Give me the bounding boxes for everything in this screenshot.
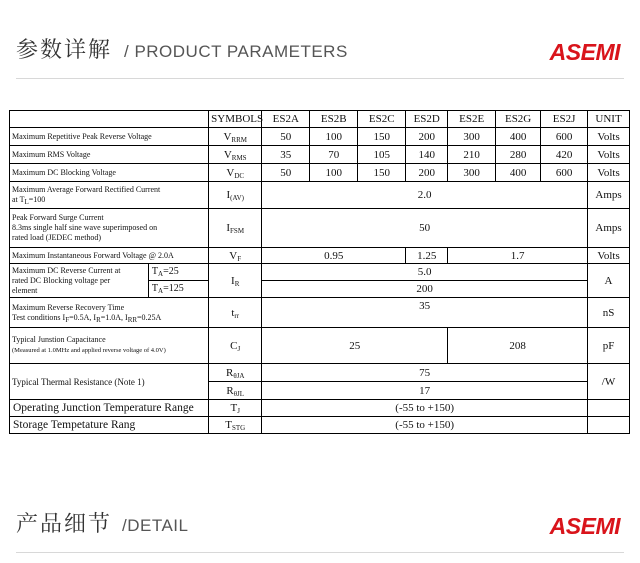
symbol-cell: $T_{STG}$ [209, 417, 262, 434]
value-cell: 0.95 [262, 248, 406, 264]
table-row [10, 209, 630, 248]
table-header-row [10, 111, 630, 128]
header-symbols: SYMBOLS [209, 111, 262, 128]
value-cell: 100 [310, 128, 358, 146]
value-cell: 25 [262, 328, 448, 364]
value-cell: 75 [262, 364, 588, 382]
value-cell: 200 [406, 128, 448, 146]
header-es2c: ES2C [358, 111, 406, 128]
param-label: Maximum RMS Voltage [10, 146, 209, 164]
header-unit: UNIT [588, 111, 630, 128]
value-cell: (-55 to +150) [262, 417, 588, 434]
param-label: Maximum DC Reverse Current at rated DC Blocking voltage per element [10, 264, 149, 298]
value-cell: 50 [262, 209, 588, 248]
symbol-cell: $I_{(AV)}$ [209, 182, 262, 209]
section-header-detail [16, 510, 624, 544]
unit-cell [588, 417, 630, 434]
unit-cell: A [588, 264, 630, 298]
value-cell: 280 [496, 146, 541, 164]
unit-cell: Volts [588, 128, 630, 146]
value-cell: 70 [310, 146, 358, 164]
section-title-en: /DETAIL [122, 516, 189, 535]
unit-cell: Volts [588, 146, 630, 164]
value-cell: 1.25 [406, 248, 448, 264]
value-cell: 600 [541, 128, 588, 146]
symbol-cell: $t_{rr}$ [209, 298, 262, 328]
value-cell: 400 [496, 128, 541, 146]
param-label: Typical Thermal Resistance (Note 1) [10, 364, 209, 400]
condition-cell: $T_A=25$ [148, 264, 208, 281]
symbol-cell: $T_J$ [209, 400, 262, 417]
param-label: Operating Junction Temperature Range [10, 400, 209, 417]
value-cell: 420 [541, 146, 588, 164]
header-parameter [10, 111, 209, 128]
symbol-cell: $V_{RRM}$ [209, 128, 262, 146]
symbol-cell: $V_F$ [209, 248, 262, 264]
header-divider [16, 78, 624, 79]
param-label: Maximum Instantaneous Forward Voltage @ 2.0A [10, 248, 209, 264]
unit-cell: Volts [588, 248, 630, 264]
value-cell: 50 [262, 128, 310, 146]
table-row [10, 146, 630, 164]
table-row [10, 264, 630, 281]
section-title-cn: 参数详解 [16, 38, 113, 63]
table-row [10, 128, 630, 146]
param-label: Peak Forward Surge Current 8.3ms single half sine wave superimposed on rated load (JEDEC method) [10, 209, 209, 248]
asemi-logo: ASEMI [549, 39, 620, 65]
value-cell: 2.0 [262, 182, 588, 209]
symbol-cell: $I_{FSM}$ [209, 209, 262, 248]
value-cell: 100 [310, 164, 358, 182]
value-cell: 50 [262, 164, 310, 182]
param-label: Typical Junstion Capacitance (Measured at 1.0MHz and applied reverse voltage of 4.0V) [10, 328, 209, 364]
value-cell: 208 [448, 328, 588, 364]
value-cell: 1.7 [448, 248, 588, 264]
unit-cell: /W [588, 364, 630, 400]
param-label: Maximum Average Forward Rectified Current at $T_L=100$ [10, 182, 209, 209]
unit-cell [588, 400, 630, 417]
table-row [10, 298, 630, 328]
value-cell: 400 [496, 164, 541, 182]
symbol-cell: $C_J$ [209, 328, 262, 364]
value-cell: 200 [262, 281, 588, 298]
value-cell: 300 [448, 164, 496, 182]
value-cell: (-55 to +150) [262, 400, 588, 417]
value-cell: 105 [358, 146, 406, 164]
header-es2e: ES2E [448, 111, 496, 128]
unit-cell: nS [588, 298, 630, 328]
header-es2g: ES2G [496, 111, 541, 128]
value-cell: 17 [262, 382, 588, 400]
symbol-cell: $R_{\theta JL}$ [209, 382, 262, 400]
asemi-logo: ASEMI [549, 513, 620, 539]
header-es2j: ES2J [541, 111, 588, 128]
value-cell: 140 [406, 146, 448, 164]
param-label: Maximum Reverse Recovery Time Test conditions $I_F=0.5A$, $I_R=1.0A$, $I_{RR}=0.25A$ [10, 298, 209, 328]
header-es2b: ES2B [310, 111, 358, 128]
symbol-cell: $R_{\theta JA}$ [209, 364, 262, 382]
unit-cell: Volts [588, 164, 630, 182]
table-row [10, 182, 630, 209]
value-cell: 35 [262, 146, 310, 164]
section-header-parameters [16, 36, 624, 70]
param-label: Maximum Repetitive Peak Reverse Voltage [10, 128, 209, 146]
symbol-cell: $V_{RMS}$ [209, 146, 262, 164]
value-cell: 210 [448, 146, 496, 164]
value-cell: 150 [358, 164, 406, 182]
param-label: Maximum DC Blocking Voltage [10, 164, 209, 182]
value-cell: 5.0 [262, 264, 588, 281]
table-row [10, 164, 630, 182]
unit-cell: pF [588, 328, 630, 364]
param-label: Storage Tempetature Rang [10, 417, 209, 434]
footer-divider [16, 552, 624, 553]
condition-cell: $T_A=125$ [148, 281, 208, 298]
symbol-cell: $I_R$ [209, 264, 262, 298]
symbol-cell: $V_{DC}$ [209, 164, 262, 182]
value-cell: 300 [448, 128, 496, 146]
table-row [10, 328, 630, 364]
header-es2d: ES2D [406, 111, 448, 128]
section-title-cn: 产品细节 [16, 512, 113, 537]
unit-cell: Amps [588, 209, 630, 248]
product-parameters-table [9, 110, 630, 434]
section-title-en: / PRODUCT PARAMETERS [124, 42, 348, 61]
value-cell: 35 [262, 298, 588, 328]
value-cell: 150 [358, 128, 406, 146]
value-cell: 600 [541, 164, 588, 182]
table-row [10, 248, 630, 264]
value-cell: 200 [406, 164, 448, 182]
header-es2a: ES2A [262, 111, 310, 128]
unit-cell: Amps [588, 182, 630, 209]
table-row [10, 417, 630, 434]
table-row [10, 400, 630, 417]
table-row [10, 364, 630, 382]
